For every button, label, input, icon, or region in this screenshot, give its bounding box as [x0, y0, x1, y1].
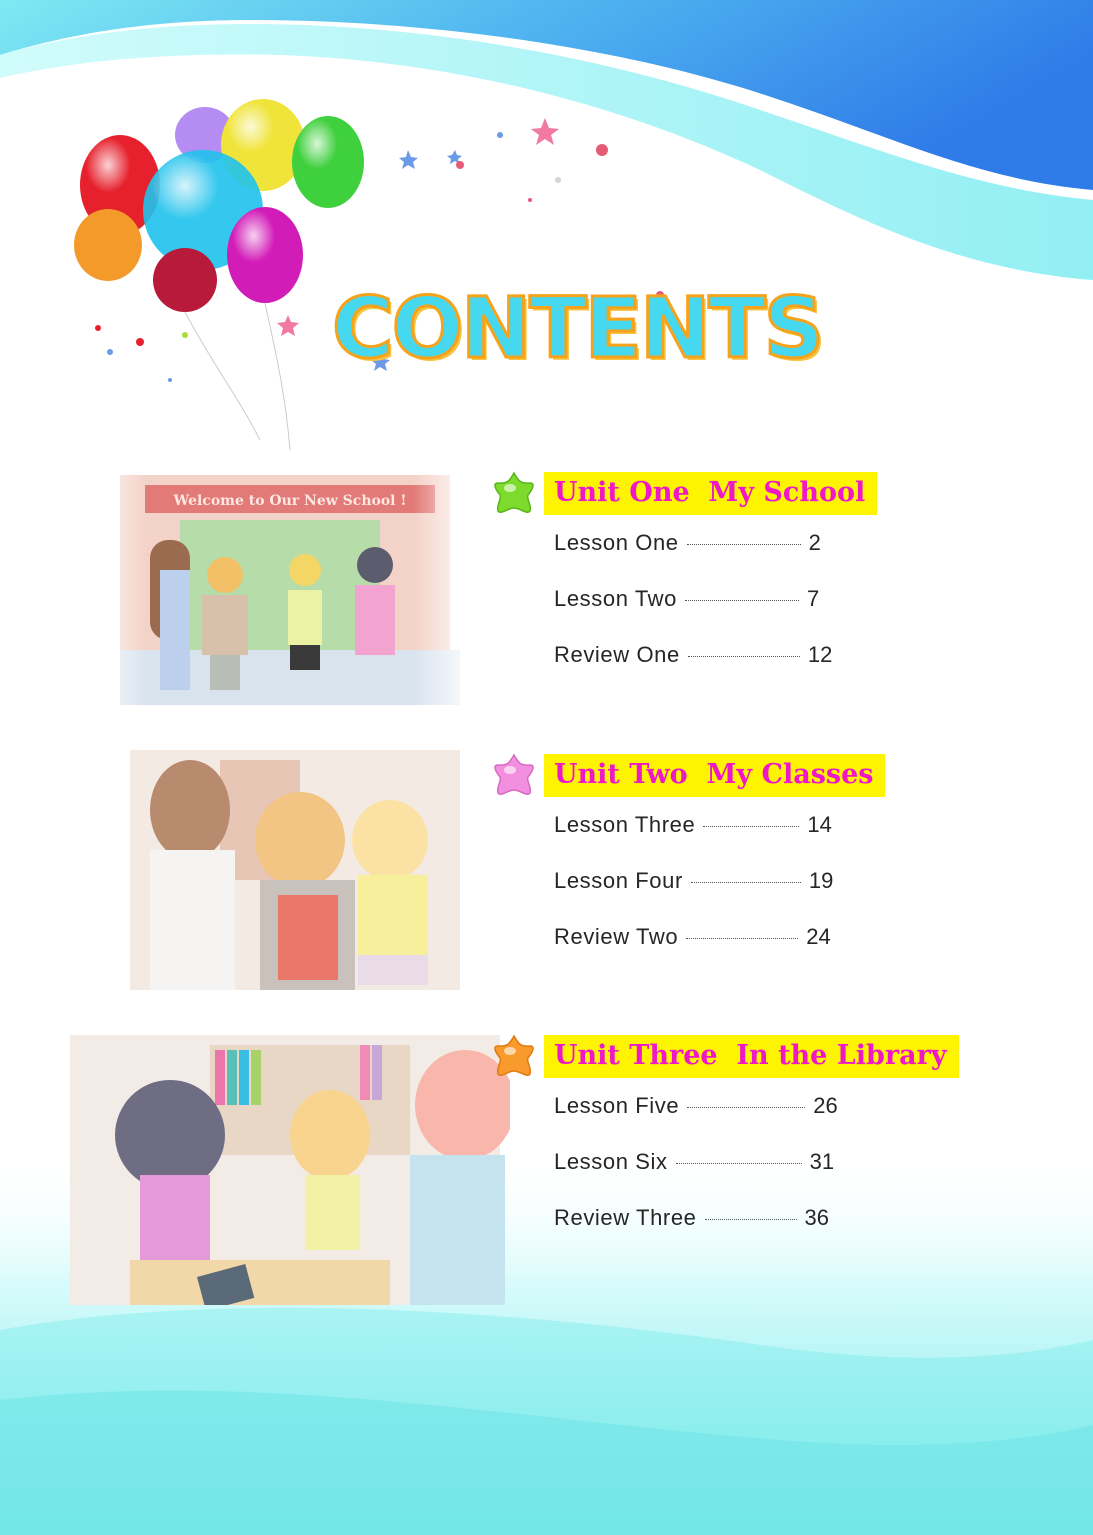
- toc-entry[interactable]: [554, 812, 1050, 868]
- library-illustration: [60, 1035, 510, 1305]
- unit-title: Unit Two My Classes: [544, 754, 885, 797]
- toc-entry[interactable]: [554, 530, 1050, 586]
- toc-entry[interactable]: [554, 1093, 1050, 1149]
- school-entrance-illustration: [90, 460, 470, 710]
- contents-heading: [60, 90, 823, 450]
- page-number: 36: [804, 1205, 830, 1230]
- leader-dots: [685, 599, 799, 601]
- lesson-name: Lesson Three: [554, 812, 696, 837]
- leader-dots: [676, 1162, 802, 1164]
- lesson-name: Review Three: [554, 1205, 697, 1230]
- leader-dots: [687, 1106, 805, 1108]
- unit-one-section: [490, 470, 1050, 698]
- lesson-name: Lesson Four: [554, 868, 683, 893]
- page-title: CONTENTS: [332, 279, 823, 377]
- toc-entry[interactable]: [554, 868, 1050, 924]
- leader-dots: [687, 543, 801, 545]
- pink-star-icon: [490, 752, 538, 798]
- lesson-name: Lesson Two: [554, 586, 678, 611]
- toc-entry[interactable]: [554, 924, 1050, 980]
- page-number: 26: [813, 1093, 838, 1118]
- lesson-name: Review One: [554, 642, 680, 667]
- leader-dots: [705, 1218, 797, 1220]
- classroom-illustration: [110, 730, 470, 1000]
- page-number: 14: [807, 812, 832, 837]
- lesson-name: Lesson Five: [554, 1093, 680, 1118]
- page-number: 7: [807, 586, 820, 611]
- leader-dots: [688, 655, 800, 657]
- balloons-illustration: [60, 90, 800, 450]
- leader-dots: [703, 825, 799, 827]
- lesson-name: Review Two: [554, 924, 679, 949]
- page-number: 2: [808, 530, 821, 555]
- page-number: 19: [808, 868, 834, 893]
- page-number: 24: [806, 924, 831, 949]
- page-number: 31: [809, 1149, 835, 1174]
- unit-three-section: [490, 1033, 1050, 1261]
- lesson-name: Lesson One: [554, 530, 679, 555]
- lesson-name: Lesson Six: [554, 1149, 668, 1174]
- toc-entry[interactable]: [554, 586, 1050, 642]
- green-star-icon: [490, 470, 538, 516]
- unit-title: Unit Three In the Library: [544, 1035, 959, 1078]
- toc-entry[interactable]: [554, 1149, 1050, 1205]
- toc-entry[interactable]: [554, 642, 1050, 698]
- toc-entry[interactable]: [554, 1205, 1050, 1261]
- orange-star-icon: [490, 1033, 538, 1079]
- leader-dots: [691, 881, 801, 883]
- page-number: 12: [807, 642, 833, 667]
- leader-dots: [686, 937, 798, 939]
- unit-two-section: [490, 752, 1050, 980]
- unit-title: Unit One My School: [544, 472, 877, 515]
